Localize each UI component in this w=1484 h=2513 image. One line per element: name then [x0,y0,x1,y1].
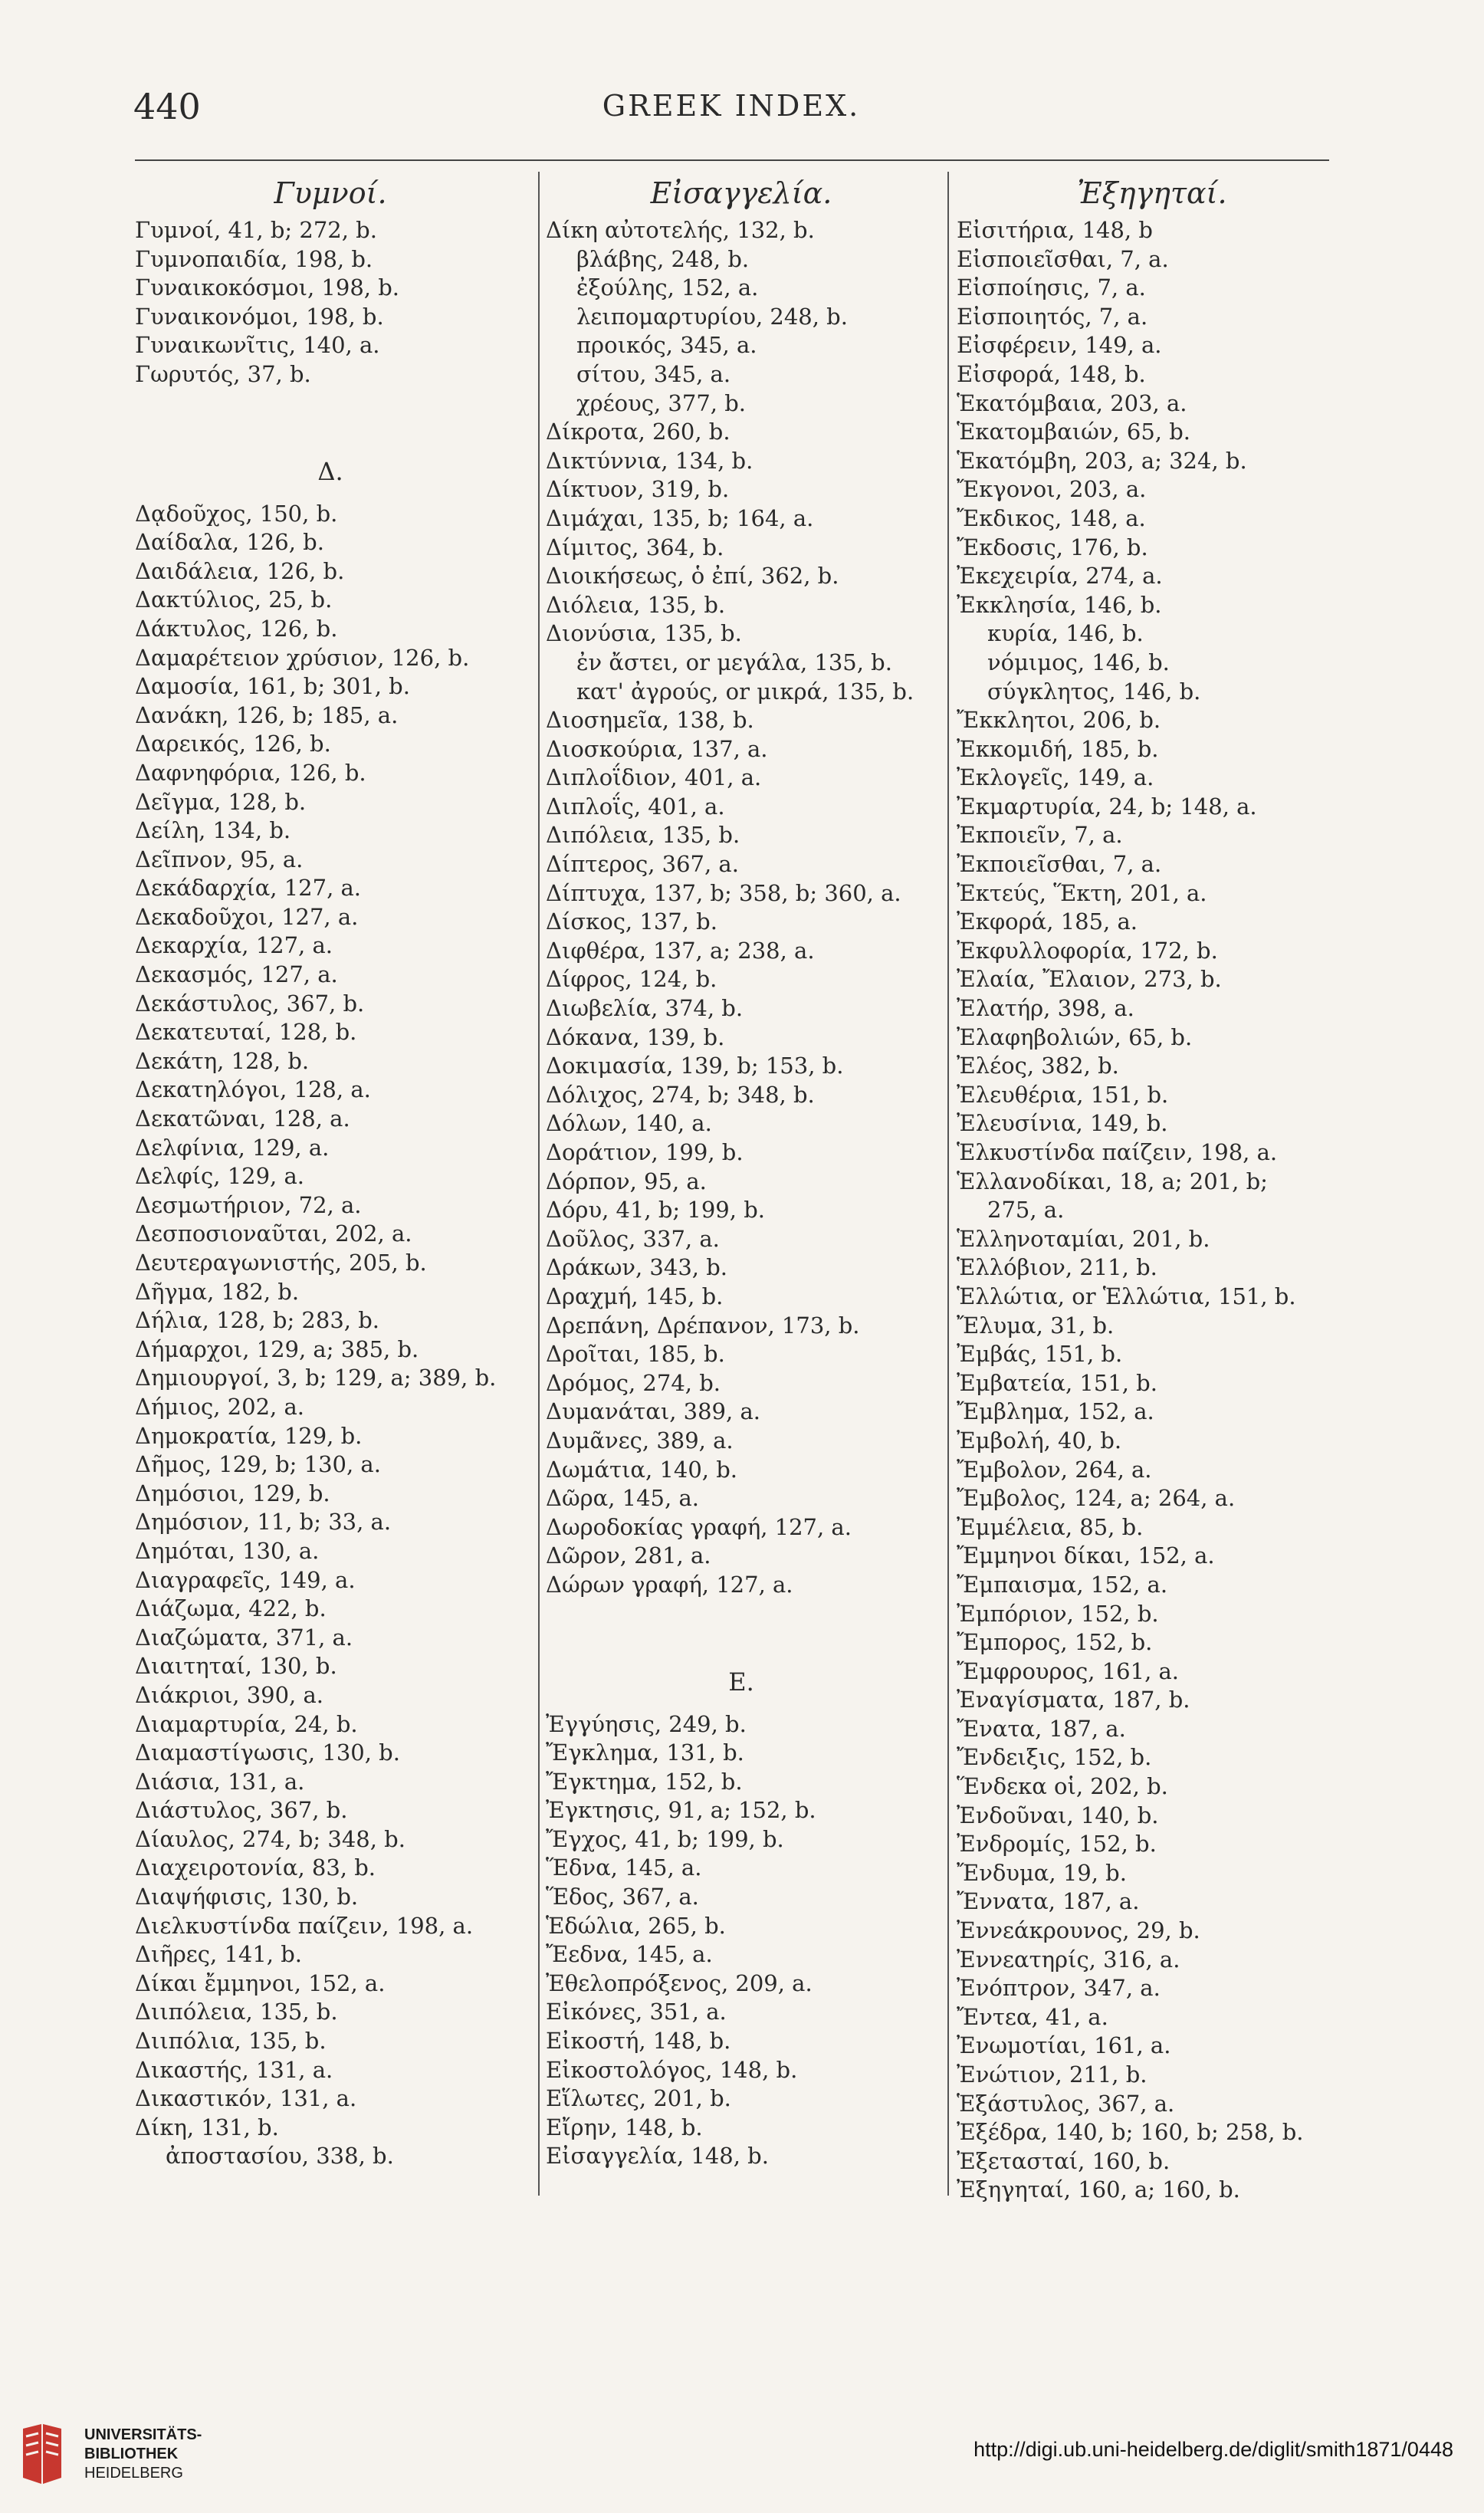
index-entry: 275, a. [987,1197,1065,1224]
column-heading: Γυμνοί. [274,176,387,210]
index-entry: Διαγραφεῖς, 149, a. [135,1566,356,1593]
index-entry: Εἰκοστολόγος, 148, b. [546,2056,798,2083]
index-entry: Διάκριοι, 390, a. [135,1681,324,1708]
index-entry: Δίμιτος, 364, b. [546,534,724,560]
index-entry: Ἔμβολος, 124, a; 264, a. [957,1485,1236,1512]
index-entry: Δρεπάνη, Δρέπανον, 173, b. [546,1312,860,1339]
section-letter: Δ. [317,456,343,486]
index-entry: Εἴρην, 148, b. [546,2114,703,2140]
index-entry: Γωρυτός, 37, b. [135,360,311,387]
index-entry: Δώρων γραφή, 127, a. [546,1571,793,1598]
index-entry: Δεῖπνον, 95, a. [135,846,304,872]
index-entry: Ἐνώτιον, 211, b. [957,2061,1147,2088]
index-entry: Ἐνωμοτίαι, 161, a. [957,2032,1171,2059]
index-entry: κυρία, 146, b. [987,620,1144,647]
column-divider [947,172,949,2196]
index-entry: Δεκατευταί, 128, b. [135,1019,357,1046]
library-name-line: BIBLIOTHEK [84,2446,179,2462]
index-entry: Δημόται, 130, a. [135,1537,320,1564]
index-entry: Εἰσποίησις, 7, a. [957,274,1146,301]
index-entry: Δήμιος, 202, a. [135,1393,304,1420]
index-entry: Ἐνδοῦναι, 140, b. [957,1802,1159,1828]
index-entry: Ἐξηγηταί, 160, a; 160, b. [957,2176,1240,2203]
index-entry: Ἐναγίσματα, 187, b. [957,1687,1190,1713]
index-entry: Διπόλεια, 135, b. [546,822,740,849]
index-entry: Δίκτυον, 319, b. [546,476,730,503]
index-entry: Δυμᾶνες, 389, a. [546,1427,734,1454]
index-entry: Δελφίς, 129, a. [135,1163,304,1190]
index-entry: Γυμνοί, 41, b; 272, b. [135,217,377,243]
index-entry: προικός, 345, a. [576,332,757,359]
index-entry: Διπλοΐδιον, 401, a. [546,764,762,791]
index-entry: ἀποστασίου, 338, b. [166,2143,394,2170]
index-entry: Διοσκούρια, 137, a. [546,735,768,762]
index-entry: Ἔννατα, 187, a. [957,1888,1140,1915]
index-column-1 [135,170,526,2171]
index-entry: Διάζωμα, 422, b. [135,1595,327,1622]
library-name-line: UNIVERSITÄTS- [84,2426,202,2443]
index-entry: Ἑλλανοδίκαι, 18, a; 201, b; [957,1168,1268,1194]
index-entry: Διιπόλια, 135, b. [135,2028,327,2055]
index-entry: Ἐλατήρ, 398, a. [957,995,1134,1022]
index-entry: Δαμοσία, 161, b; 301, b. [135,673,410,700]
index-entry: Ἑξάστυλος, 367, a. [957,2090,1175,2117]
index-entry: Ἐμβατεία, 151, b. [957,1369,1157,1396]
index-entry: Δοράτιον, 199, b. [546,1139,744,1165]
index-entry: Ἐλέος, 382, b. [957,1053,1119,1079]
index-entry: Δανάκη, 126, b; 185, a. [135,701,399,728]
index-entry: Δοῦλος, 337, a. [546,1225,720,1252]
index-entry: Ἐκτεύς, Ἕκτη, 201, a. [957,879,1207,906]
entry-list [135,500,526,2171]
index-entry: Δᾳδοῦχος, 150, b. [135,500,338,527]
index-entry: χρέους, 377, b. [576,389,746,416]
index-entry: Ἔγκλημα, 131, b. [546,1739,744,1766]
index-entry: Δημόσιοι, 129, b. [135,1480,330,1506]
entry-list [135,216,526,389]
running-head: GREEK INDEX. [602,89,861,123]
university-logo-icon [15,2423,69,2487]
index-entry: Ἔγκτημα, 152, b. [546,1768,743,1795]
index-entry: Δεῖγμα, 128, b. [135,788,307,815]
index-entry: Δίκροτα, 260, b. [546,419,731,445]
index-entry: Διάσια, 131, a. [135,1768,305,1795]
index-entry: Ἐλευθέρια, 151, b. [957,1081,1169,1108]
index-entry: Ἔεδνα, 145, a. [546,1941,713,1968]
index-entry: Δεκατῶναι, 128, a. [135,1105,350,1132]
index-entry: Ἐκεχειρία, 274, a. [957,563,1163,590]
index-entry: Ἔμβλημα, 152, a. [957,1398,1154,1425]
index-entry: Δήλια, 128, b; 283, b. [135,1307,379,1334]
index-entry: Διοικήσεως, ὁ ἐπί, 362, b. [546,563,839,590]
index-entry: Ἑλκυστίνδα παίζειν, 198, a. [957,1139,1278,1165]
index-entry: σίτου, 345, a. [576,360,731,387]
index-entry: Ἔλυμα, 31, b. [957,1312,1115,1339]
index-entry: Δροῖται, 185, b. [546,1341,725,1368]
index-entry: Δεκαδοῦχοι, 127, a. [135,903,359,930]
index-entry: Δεκατηλόγοι, 128, a. [135,1076,371,1103]
index-entry: βλάβης, 248, b. [576,245,750,272]
index-entry: Δίσκος, 137, b. [546,908,717,935]
index-entry: Εἰσποιεῖσθαι, 7, a. [957,245,1169,272]
index-entry: Δικτύννια, 134, b. [546,447,753,474]
index-entry: Δημόσιον, 11, b; 33, a. [135,1509,392,1536]
index-entry: Ἕδνα, 145, a. [546,1854,702,1881]
index-entry: Δικαστικόν, 131, a. [135,2085,357,2112]
index-entry: Ἐλευσίνια, 149, b. [957,1110,1168,1137]
index-entry: Ἕνδεκα οἱ, 202, b. [957,1773,1168,1800]
index-entry: Ἔνδυμα, 19, b. [957,1859,1127,1886]
index-entry: Δεσποσιοναῦται, 202, a. [135,1220,412,1247]
index-entry: Ἔκγονοι, 203, a. [957,476,1147,503]
index-entry: Δείλη, 134, b. [135,817,291,844]
index-entry: Διαμαρτυρία, 24, b. [135,1710,358,1737]
index-entry: Δωροδοκίας γραφή, 127, a. [546,1513,852,1540]
index-entry: Ἑλληνοταμίαι, 201, b. [957,1225,1210,1252]
index-entry: Διφθέρα, 137, a; 238, a. [546,937,815,964]
index-entry: Διοσημεῖα, 138, b. [546,707,754,734]
index-entry: Διμάχαι, 135, b; 164, a. [546,504,814,531]
index-entry: Ἑκατόμβαια, 203, a. [957,389,1187,416]
entry-list [957,216,1348,2205]
index-entry: Δάκτυλος, 126, b. [135,615,338,642]
index-entry: Διονύσια, 135, b. [546,620,742,647]
page-number: 440 [133,86,201,127]
index-entry: Δαφνηφόρια, 126, b. [135,759,366,786]
index-entry: λειπομαρτυρίου, 248, b. [576,303,848,330]
header-rule [135,159,1329,161]
index-entry: Ἔγχος, 41, b; 199, b. [546,1825,784,1852]
index-entry: Δῶρον, 281, a. [546,1542,711,1569]
index-entry: Εἰσφέρειν, 149, a. [957,332,1162,359]
index-entry: Ἑλλόβιον, 211, b. [957,1254,1157,1281]
page-header [133,86,1329,140]
index-entry: Ἑκατομβαιών, 65, b. [957,419,1191,445]
index-entry: Εἰκόνες, 351, a. [546,1999,727,2025]
index-entry: Ἔντεα, 41, a. [957,2003,1108,2030]
index-entry: Διελκυστίνδα παίζειν, 198, a. [135,1912,474,1939]
index-column-2 [546,170,937,2171]
index-entry: Δαμαρέτειον χρύσιον, 126, b. [135,644,470,671]
index-entry: Ἐμμέλεια, 85, b. [957,1513,1144,1540]
index-entry: Γυναικωνῖτις, 140, a. [135,332,380,359]
index-entry: Ἐμπόριον, 152, b. [957,1600,1159,1627]
index-entry: Γυμνοπαιδία, 198, b. [135,245,373,272]
index-entry: Δαιδάλεια, 126, b. [135,557,345,584]
index-entry: Ἐκποιεῖν, 7, a. [957,822,1123,849]
index-entry: Ἔμπαισμα, 152, a. [957,1571,1168,1598]
index-entry: Δραχμή, 145, b. [546,1283,724,1309]
index-entry: Δρόμος, 274, b. [546,1369,721,1396]
index-entry: Δαίδαλα, 126, b. [135,529,324,556]
index-entry: Δακτύλιος, 25, b. [135,586,333,613]
index-entry: Δεκαρχία, 127, a. [135,932,333,959]
index-entry: Ἔνατα, 187, a. [957,1715,1126,1742]
column-heading: Εἰσαγγελία. [650,176,832,210]
column-heading: Ἐξηγηταί. [1077,176,1227,210]
index-entry: Ἔνδειξις, 152, b. [957,1744,1152,1771]
index-entry: Ἔμπορος, 152, b. [957,1629,1153,1656]
index-entry: Δελφίνια, 129, a. [135,1134,330,1161]
index-entry: Δῆγμα, 182, b. [135,1278,300,1305]
index-entry: Δίπτυχα, 137, b; 358, b; 360, a. [546,879,901,906]
index-entry: Δίκη αὐτοτελής, 132, b. [546,217,815,243]
index-column-3 [957,170,1348,2205]
index-entry: Ἐννεάκρουνος, 29, b. [957,1917,1200,1944]
index-entry: Δίπτερος, 367, a. [546,851,739,878]
index-entry: Διαψήφισις, 130, b. [135,1884,359,1910]
index-entry: νόμιμος, 146, b. [987,649,1170,675]
index-entry: Διαμαστίγωσις, 130, b. [135,1739,400,1766]
index-entry: Δοκιμασία, 139, b; 153, b. [546,1053,844,1079]
index-entry: Ἐξετασταί, 160, b. [957,2147,1170,2174]
index-entry: ἐξούλης, 152, a. [576,274,759,301]
library-name-line: HEIDELBERG [84,2465,183,2482]
index-entry: Ἐκποιεῖσθαι, 7, a. [957,851,1162,878]
index-entry: Δυμανάται, 389, a. [546,1398,760,1425]
index-entry: Γυναικονόμοι, 198, b. [135,303,384,330]
index-entry: Δόλων, 140, a. [546,1110,712,1137]
index-entry: Δόρπον, 95, a. [546,1168,707,1194]
index-entry: Διπλοΐς, 401, a. [546,793,725,820]
source-url[interactable]: http://digi.ub.uni-heidelberg.de/diglit/smith1871/0448 [973,2438,1453,2461]
index-entry: Εἵλωτες, 201, b. [546,2085,731,2112]
index-entry: Ἐλαία, Ἔλαιον, 273, b. [957,966,1222,993]
entry-list [546,1710,937,2172]
index-entry: σύγκλητος, 146, b. [987,678,1201,705]
index-entry: Δόκανα, 139, b. [546,1023,725,1050]
index-entry: Ἐλαφηβολιών, 65, b. [957,1023,1193,1050]
index-entry: Εἰσαγγελία, 148, b. [546,2143,769,2170]
index-entry: Διαζώματα, 371, a. [135,1624,353,1651]
index-entry: Ἐκκλησία, 146, b. [957,591,1162,618]
index-entry: Δεσμωτήριον, 72, a. [135,1191,362,1218]
index-entry: κατ' ἀγρούς, or μικρά, 135, b. [576,678,914,705]
index-entry: Δίφρος, 124, b. [546,966,717,993]
index-entry: Εἰσφορά, 148, b. [957,360,1146,387]
index-entry: Δίκαι ἔμμηνοι, 152, a. [135,1969,386,1996]
section-letter: E. [728,1667,754,1697]
footer [0,2369,1484,2513]
index-entry: Ἐκλογεῖς, 149, a. [957,764,1154,791]
index-entry: Δεκάδαρχία, 127, a. [135,875,362,902]
index-entry: ἐν ἄστει, or μεγάλα, 135, b. [576,649,892,675]
index-entry: Δικαστής, 131, a. [135,2056,333,2083]
index-entry: Ἐγκτησις, 91, a; 152, b. [546,1797,816,1824]
index-entry: Δήμαρχοι, 129, a; 385, b. [135,1335,419,1362]
index-entry: Ἔμβολον, 264, a. [957,1456,1152,1483]
index-entry: Δεκασμός, 127, a. [135,961,338,988]
index-entry: Διῆρες, 141, b. [135,1941,303,1968]
index-entry: Δεκάστυλος, 367, b. [135,990,365,1017]
index-entry: Ἔμμηνοι δίκαι, 152, a. [957,1542,1215,1569]
index-entry: Ἐθελοπρόξενος, 209, a. [546,1969,813,1996]
index-entry: Δημιουργοί, 3, b; 129, a; 389, b. [135,1365,497,1391]
index-entry: Ἕδος, 367, a. [546,1884,699,1910]
index-entry: Ἔμφρουρος, 161, a. [957,1657,1180,1684]
index-entry: Δίκη, 131, b. [135,2114,279,2140]
index-entry: Ἐκκομιδή, 185, b. [957,735,1159,762]
index-entry: Ἔκκλητοι, 206, b. [957,707,1161,734]
index-entry: Διάστυλος, 367, b. [135,1797,348,1824]
library-name [84,2426,202,2483]
index-entry: Διωβελία, 374, b. [546,995,744,1022]
index-entry: Δημοκρατία, 129, b. [135,1422,363,1449]
index-entry: Δόλιχος, 274, b; 348, b. [546,1081,815,1108]
index-entry: Δῶρα, 145, a. [546,1485,699,1512]
index-entry: Ἐξέδρα, 140, b; 160, b; 258, b. [957,2119,1304,2146]
index-entry: Διαχειροτονία, 83, b. [135,1854,376,1881]
index-entry: Γυναικοκόσμοι, 198, b. [135,274,399,301]
index-entry: Δῆμος, 129, b; 130, a. [135,1451,381,1478]
index-entry: Ἐννεατηρίς, 316, a. [957,1946,1180,1973]
index-entry: Δεκάτη, 128, b. [135,1047,310,1074]
index-entry: Ἐκφυλλοφορία, 172, b. [957,937,1218,964]
entry-list [546,216,937,1600]
index-entry: Διαιτηταί, 130, b. [135,1653,337,1680]
index-entry: Ἔκδοσις, 176, b. [957,534,1148,560]
index-entry: Ἐκμαρτυρία, 24, b; 148, a. [957,793,1257,820]
index-entry: Δίαυλος, 274, b; 348, b. [135,1825,405,1852]
index-entry: Εἰσποιητός, 7, a. [957,303,1148,330]
index-entry: Ἐμβολή, 40, b. [957,1427,1122,1454]
index-entry: Ἑλλώτια, or Ἑλλώτια, 151, b. [957,1283,1296,1309]
index-entry: Ἐγγύησις, 249, b. [546,1710,747,1737]
index-entry: Δράκων, 343, b. [546,1254,727,1281]
index-entry: Δόρυ, 41, b; 199, b. [546,1197,765,1224]
index-entry: Δευτεραγωνιστής, 205, b. [135,1250,427,1276]
index-entry: Ἐνόπτρον, 347, a. [957,1975,1161,2002]
index-entry: Ἔκδικος, 148, a. [957,504,1146,531]
index-entry: Εἰκοστή, 148, b. [546,2028,731,2055]
index-entry: Ἑδώλια, 265, b. [546,1912,726,1939]
index-entry: Διόλεια, 135, b. [546,591,726,618]
column-divider [538,172,540,2196]
index-entry: Διιπόλεια, 135, b. [135,1999,338,2025]
index-entry: Ἑκατόμβη, 203, a; 324, b. [957,447,1247,474]
index-entry: Ἐνδρομίς, 152, b. [957,1831,1157,1858]
index-entry: Εἰσιτήρια, 148, b [957,217,1153,243]
index-entry: Ἐκφορά, 185, a. [957,908,1138,935]
index-entry: Δωμάτια, 140, b. [546,1456,738,1483]
index-entry: Δαρεικός, 126, b. [135,731,331,757]
index-entry: Ἐμβάς, 151, b. [957,1341,1123,1368]
